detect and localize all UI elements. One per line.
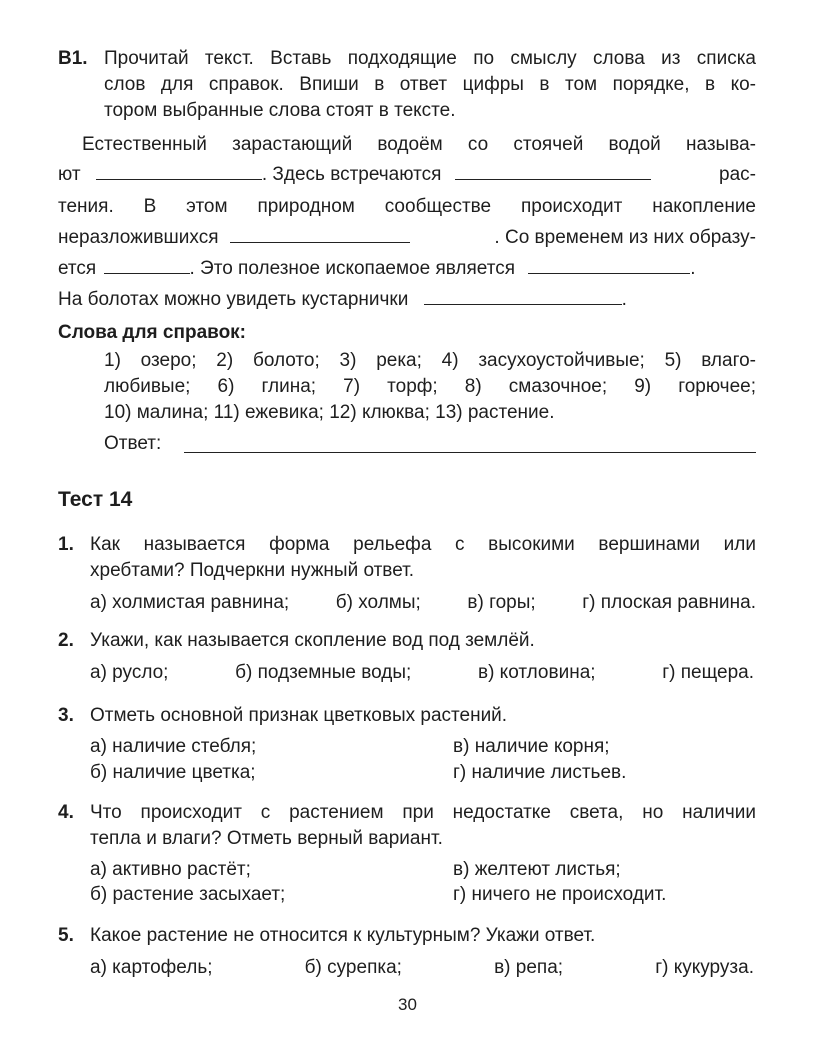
option-c[interactable]: в) наличие корня; [453,736,610,757]
question-number: 3. [58,705,74,726]
b1-text-line-2 [58,164,756,186]
b1-text-line-6 [58,289,627,311]
b1-text-line-4 [58,227,756,249]
question-number: 1. [58,534,74,555]
b1-text-line-3: тения. В этом природном сообществе происходит накопление [58,196,756,217]
text-fragment: . [690,258,696,279]
answer-blank[interactable] [455,165,651,180]
option-a[interactable]: а) наличие стебля; [90,736,257,757]
option-b[interactable]: б) сурепка; [304,957,402,978]
words-line-3: 10) малина; 11) ежевика; 12) клюква; 13) растение. [104,402,555,423]
question-5-options [90,957,754,979]
text-fragment: рас- [719,164,756,185]
option-c[interactable]: в) желтеют листья; [453,859,621,880]
b1-text-line-5 [58,258,756,280]
text-fragment: ют [58,164,81,185]
option-d[interactable]: г) наличие листьев. [453,762,627,783]
question-number: 4. [58,802,74,823]
question-5-text: Какое растение не относится к культурным? Укажи ответ. [90,925,596,946]
question-1-text-line-2: хребтами? Подчеркни нужный ответ. [90,560,415,581]
b1-instruction-line-3: тором выбранные слова стоят в тексте. [104,100,456,121]
question-4-text-line-2: тепла и влаги? Отметь верный вариант. [90,828,443,849]
answer-blank[interactable] [424,290,622,305]
option-b[interactable]: б) подземные воды; [235,662,412,683]
option-c[interactable]: в) котловина; [477,662,596,683]
text-fragment: На болотах можно увидеть кустарнички [58,289,409,310]
option-c[interactable]: в) репа; [494,957,564,978]
page-number: 30 [398,995,417,1014]
text-fragment: ется [58,258,97,279]
text-fragment: . Здесь встречаются [261,164,442,185]
text-fragment: . Это полезное ископаемое является [189,258,515,279]
option-a[interactable]: а) картофель; [90,957,213,978]
option-b[interactable]: б) растение засыхает; [90,884,286,905]
question-1-text-line-1: Как называется форма рельефа с высокими вершинами или [90,534,756,555]
text-fragment: . [621,289,627,310]
words-line-2: любивые; 6) глина; 7) торф; 8) смазочное; 9) горючее; [104,376,756,397]
option-a[interactable]: а) русло; [90,662,169,683]
answer-row [104,433,161,455]
option-d[interactable]: г) кукуруза. [655,957,754,978]
answer-label: Ответ: [104,433,162,454]
option-b[interactable]: б) наличие цветка; [90,762,256,783]
question-2-text: Укажи, как называется скопление вод под землёй. [90,630,535,651]
option-a[interactable]: а) активно растёт; [90,859,251,880]
question-number: 2. [58,630,74,651]
b1-instruction-line-1: Прочитай текст. Вставь подходящие по смыслу слова из списка [104,48,756,69]
answer-blank[interactable] [528,259,690,274]
question-4-text-line-1: Что происходит с растением при недостатке света, но наличии [90,802,756,823]
option-d[interactable]: г) пещера. [662,662,754,683]
option-d[interactable]: г) плоская равнина. [582,592,756,613]
answer-field[interactable] [184,452,756,453]
b1-label: В1. [58,48,88,69]
b1-instruction-line-2: слов для справок. Впиши в ответ цифры в том порядке, в ко- [104,74,756,95]
option-c[interactable]: в) горы; [467,592,536,613]
option-a[interactable]: а) холмистая равнина; [90,592,290,613]
question-3-text: Отметь основной признак цветковых растений. [90,705,508,726]
words-line-1: 1) озеро; 2) болото; 3) река; 4) засухоустойчивые; 5) влаго- [104,350,756,371]
text-fragment: неразложившихся [58,227,219,248]
answer-blank[interactable] [96,165,262,180]
text-fragment: . Со временем из них образу- [494,227,756,248]
words-title: Слова для справок: [58,322,247,343]
b1-text-line-1: Естественный зарастающий водоём со стоячей водой называ- [82,134,756,155]
option-b[interactable]: б) холмы; [335,592,421,613]
test-title: Тест 14 [58,488,133,511]
question-2-options [90,662,754,684]
answer-blank[interactable] [230,228,410,243]
question-1-options [90,592,756,614]
question-number: 5. [58,925,74,946]
answer-blank[interactable] [104,259,190,274]
option-d[interactable]: г) ничего не происходит. [453,884,667,905]
